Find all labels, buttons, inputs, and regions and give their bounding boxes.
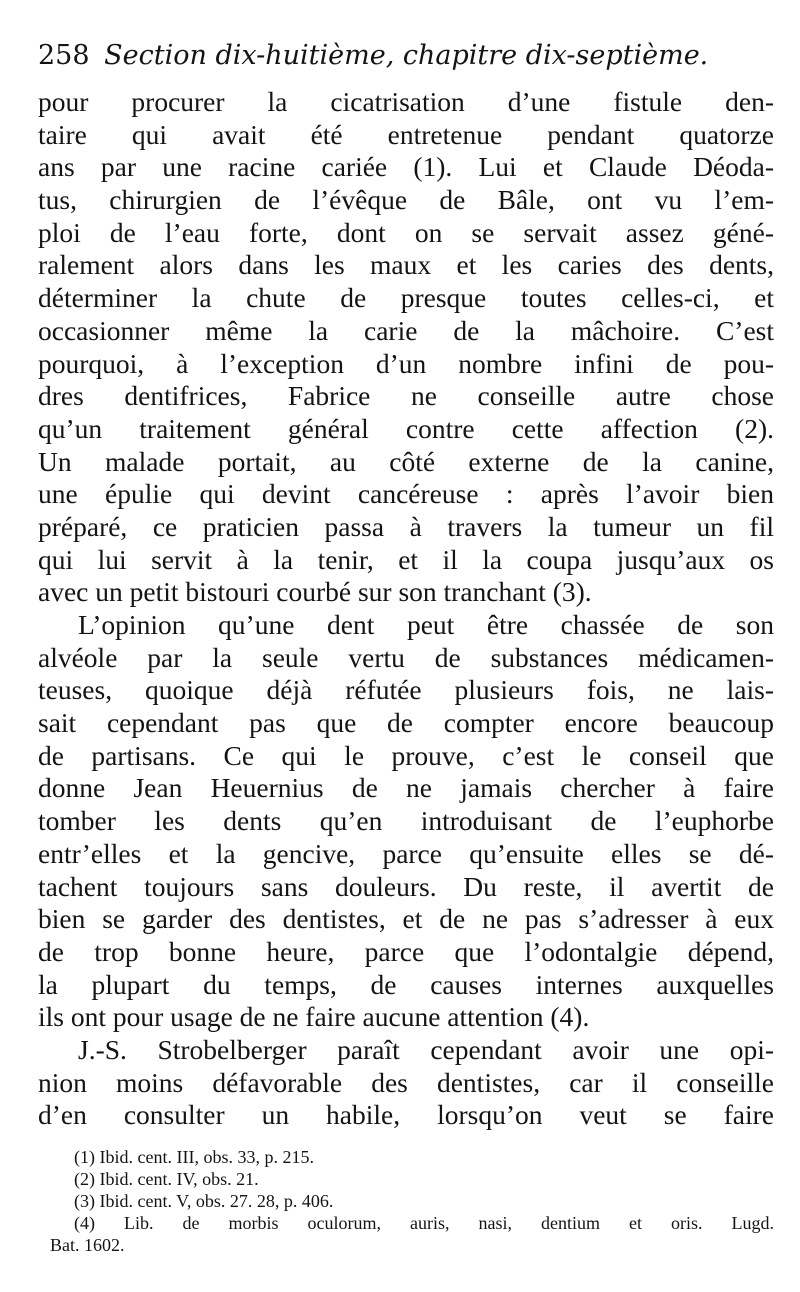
text-line: entr’elles et la gencive, parce qu’ensuite elles se dé- [38, 837, 774, 869]
text-line: tus, chirurgien de l’évêque de Bâle, ont vu l’em- [38, 184, 774, 216]
text-line: ralement alors dans les maux et les caries des dents, [38, 249, 774, 281]
text-line: dres dentifrices, Fabrice ne conseille autre chose [38, 380, 774, 412]
text-line: Un malade portait, au côté externe de la canine, [38, 445, 774, 477]
text-line: occasionner même la carie de la mâchoire. C’est [38, 314, 774, 346]
text-line: ils ont pour usage de ne faire aucune attention (4). [38, 1001, 590, 1033]
text-line: taire qui avait été entretenue pendant quatorze [38, 118, 774, 150]
text-line: la plupart du temps, de causes internes auxquelles [38, 968, 774, 1000]
text-line: alvéole par la seule vertu de substances médicamen- [38, 641, 774, 673]
text-line: donne Jean Heuernius de ne jamais chercher à faire [38, 772, 774, 804]
text-line: tomber les dents qu’en introduisant de l’euphorbe [38, 805, 774, 837]
footnotes [38, 1146, 774, 1256]
text-line: teuses, quoique déjà réfutée plusieurs fois, ne lais- [38, 674, 774, 706]
text-line: qui lui servit à la tenir, et il la coupa jusqu’aux os [38, 543, 774, 575]
text-line: déterminer la chute de presque toutes celles-ci, et [38, 282, 774, 314]
text-line: ploi de l’eau forte, dont on se servait assez géné- [38, 216, 774, 248]
text-line: J.-S. Strobelberger paraît cependant avoir une opi- [78, 1033, 774, 1065]
text-line: sait cependant pas que de compter encore beaucoup [38, 707, 774, 739]
footnote: (3) Ibid. cent. V, obs. 27. 28, p. 406. [74, 1191, 334, 1211]
text-line: de partisans. Ce qui le prouve, c’est le conseil que [38, 739, 774, 771]
text-line: nion moins défavorable des dentistes, car il conseille [38, 1066, 774, 1098]
text-line: pour procurer la cicatrisation d’une fistule den- [38, 86, 774, 117]
text-line: pourquoi, à l’exception d’un nombre infini de pou- [38, 347, 774, 379]
text-line: avec un petit bistouri courbé sur son tranchant (3). [38, 576, 592, 608]
footnote: (4) Lib. de morbis oculorum, auris, nasi, dentium et oris. Lugd. [74, 1213, 774, 1233]
footnote: (2) Ibid. cent. IV, obs. 21. [74, 1169, 259, 1189]
text-line: ans par une racine cariée (1). Lui et Claude Déoda- [38, 151, 774, 183]
book-page [38, 38, 774, 1256]
running-head [38, 38, 774, 74]
footnote: Bat. 1602. [50, 1235, 125, 1255]
page-number: 258 [38, 40, 90, 71]
running-head-title: Section dix-huitième, chapitre dix-septième. [104, 40, 709, 71]
text-line: d’en consulter un habile, lorsqu’on veut se faire [38, 1099, 774, 1131]
text-line: préparé, ce praticien passa à travers la tumeur un fil [38, 510, 774, 542]
footnote: (1) Ibid. cent. III, obs. 33, p. 215. [74, 1147, 314, 1167]
text-line: L’opinion qu’une dent peut être chassée de son [78, 609, 774, 640]
text-line: de trop bonne heure, parce que l’odontalgie dépend, [38, 935, 774, 967]
text-line: bien se garder des dentistes, et de ne pas s’adresser à eux [38, 903, 774, 935]
text-line: tachent toujours sans douleurs. Du reste, il avertit de [38, 870, 774, 902]
text-line: qu’un traitement général contre cette affection (2). [38, 412, 774, 444]
text-line: une épulie qui devint cancéreuse : après l’avoir bien [38, 478, 774, 510]
body-text [38, 86, 774, 1132]
